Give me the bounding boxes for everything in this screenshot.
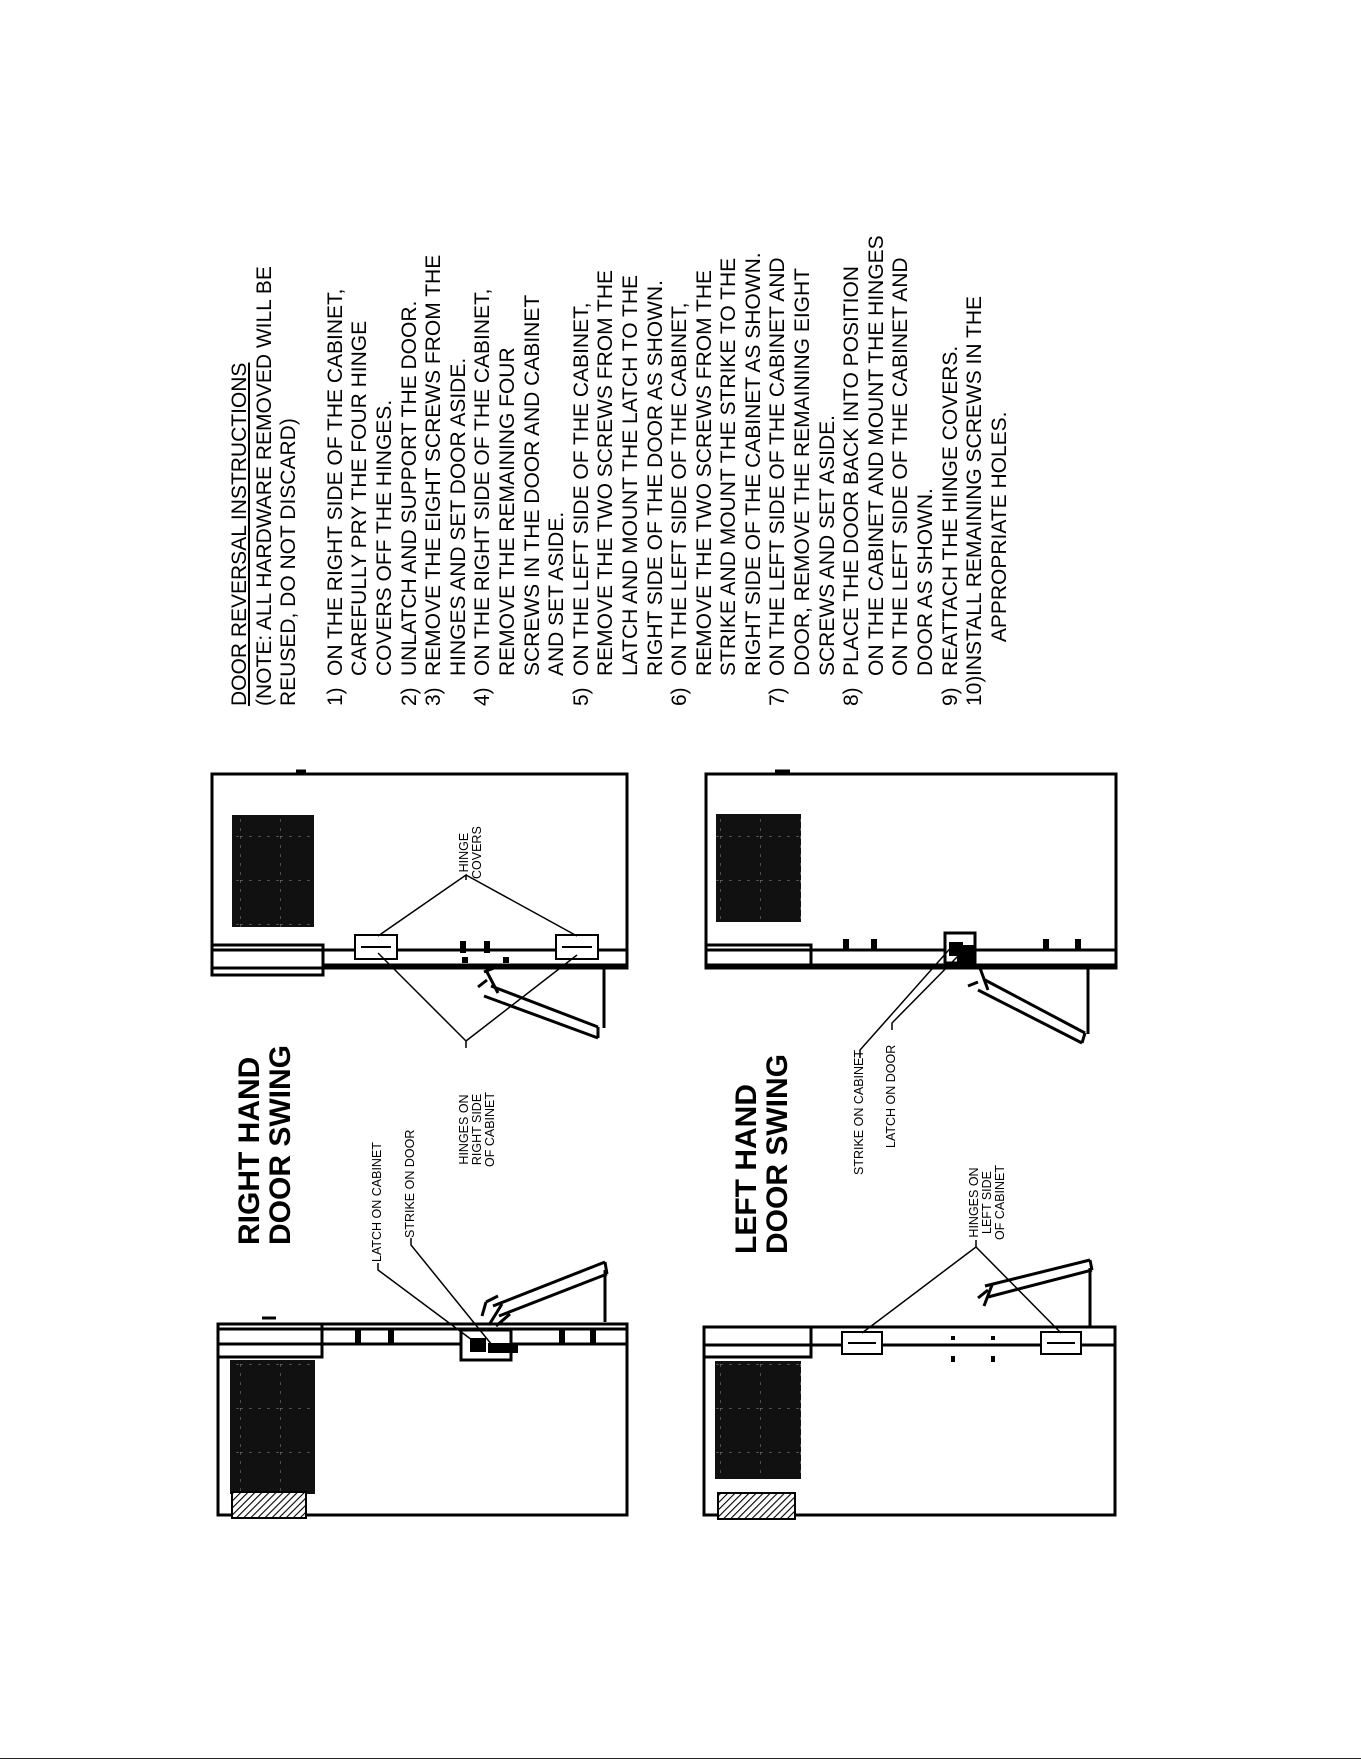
step-text: ON THE LEFT SIDE OF THE CABINET AND <box>766 257 790 676</box>
step-number: 10) <box>963 675 987 706</box>
step-text: CAREFULLY PRY THE FOUR HINGE <box>348 320 372 676</box>
lh-title <box>731 1054 793 1254</box>
rh-vent-grille-top <box>232 815 314 927</box>
step-text: ON THE LEFT SIDE OF THE CABINET, <box>569 302 593 676</box>
lh-open-door-bottom <box>978 1260 1092 1326</box>
lh-screws-bottom <box>951 1336 995 1362</box>
instructions-note-line-2: REUSED, DO NOT DISCARD) <box>277 418 301 706</box>
lh-title-line-1: LEFT HAND <box>730 1084 763 1254</box>
lh-latch-label: LATCH ON DOOR <box>884 1044 898 1148</box>
lh-title-line-2: DOOR SWING <box>761 1054 794 1254</box>
step-text: REATTACH THE HINGE COVERS. <box>938 345 962 676</box>
step-number: 3) <box>422 687 446 706</box>
step-number: 5) <box>569 687 593 706</box>
step-text: ON THE LEFT SIDE OF THE CABINET AND <box>889 257 913 676</box>
step-text: SCREWS AND SET ASIDE. <box>815 414 839 676</box>
step-number: 1) <box>323 687 347 706</box>
lh-hinges-label: HINGES ON LEFT SIDE OF CABINET <box>967 1164 1007 1240</box>
rh-open-door-bottom <box>482 1262 607 1326</box>
step-number: 9) <box>938 687 962 706</box>
step-text: REMOVE THE TWO SCREWS FROM THE <box>594 269 618 676</box>
step-number: 4) <box>471 687 495 706</box>
lh-vent-grille-top <box>716 814 801 922</box>
step-text: REMOVE THE TWO SCREWS FROM THE <box>692 269 716 676</box>
step-number: 7) <box>766 687 790 706</box>
rh-hinges-label: HINGES ON RIGHT SIDE OF CABINET <box>457 1091 497 1167</box>
rh-hinge-covers <box>355 935 598 959</box>
step-text: HINGES AND SET DOOR ASIDE. <box>446 357 470 676</box>
rh-latch-bottom <box>461 1330 518 1360</box>
lh-hinges-bottom <box>842 1332 1081 1354</box>
step-text: REMOVE THE EIGHT SCREWS FROM THE <box>422 254 446 676</box>
step-text: DOOR AS SHOWN. <box>914 488 938 676</box>
instructions-title: DOOR REVERSAL INSTRUCTIONS <box>228 362 251 706</box>
step-text: ON THE CABINET AND MOUNT THE HINGES <box>864 235 888 676</box>
rh-title-line-1: RIGHT HAND <box>233 1056 266 1245</box>
step-text: REMOVE THE REMAINING FOUR <box>495 347 519 676</box>
lh-cord-bottom <box>718 1493 795 1519</box>
rh-cord-bottom <box>232 1492 306 1518</box>
lh-vent-grille-bottom <box>715 1361 801 1479</box>
step-text: ON THE RIGHT SIDE OF THE CABINET, <box>471 288 495 676</box>
rh-screws-top <box>460 941 509 963</box>
page-bottom-rule <box>0 1758 1361 1759</box>
rh-latch-label: LATCH ON CABINET <box>370 1142 384 1262</box>
rh-title-line-2: DOOR SWING <box>264 1045 297 1245</box>
lh-strike-label: STRIKE ON CABINET <box>852 1049 866 1175</box>
rh-hinge-covers-label: HINGE COVERS <box>457 826 484 879</box>
step-text: RIGHT SIDE OF THE DOOR AS SHOWN. <box>643 280 667 676</box>
rh-title <box>234 1045 296 1245</box>
instructions-note-line-1: (NOTE: ALL HARDWARE REMOVED WILL BE <box>252 266 276 706</box>
rh-vent-grille-bottom <box>230 1360 315 1494</box>
step-text: RIGHT SIDE OF THE CABINET AS SHOWN. <box>741 252 765 676</box>
step-text: APPROPRIATE HOLES. <box>987 411 1011 676</box>
step-text: LATCH AND MOUNT THE LATCH TO THE <box>618 274 642 676</box>
step-text: INSTALL REMAINING SCREWS IN THE <box>963 296 987 676</box>
step-text: COVERS OFF THE HINGES. <box>372 399 396 676</box>
step-text: DOOR, REMOVE THE REMAINING EIGHT <box>791 268 815 676</box>
step-text: PLACE THE DOOR BACK INTO POSITION <box>840 266 864 676</box>
step-text: SCREWS IN THE DOOR AND CABINET <box>520 294 544 676</box>
rh-strike-label: STRIKE ON DOOR <box>403 1129 417 1238</box>
step-number: 2) <box>397 687 421 706</box>
step-number: 6) <box>668 687 692 706</box>
step-text: ON THE RIGHT SIDE OF THE CABINET, <box>323 288 347 676</box>
step-number: 8) <box>840 687 864 706</box>
step-text: ON THE LEFT SIDE OF THE CABINET, <box>668 302 692 676</box>
rh-open-door-top <box>478 965 604 1038</box>
lh-open-door-top <box>968 967 1088 1043</box>
step-text: AND SET ASIDE. <box>545 511 569 676</box>
step-text: UNLATCH AND SUPPORT THE DOOR. <box>397 300 421 676</box>
step-text: STRIKE AND MOUNT THE STRIKE TO THE <box>717 257 741 676</box>
